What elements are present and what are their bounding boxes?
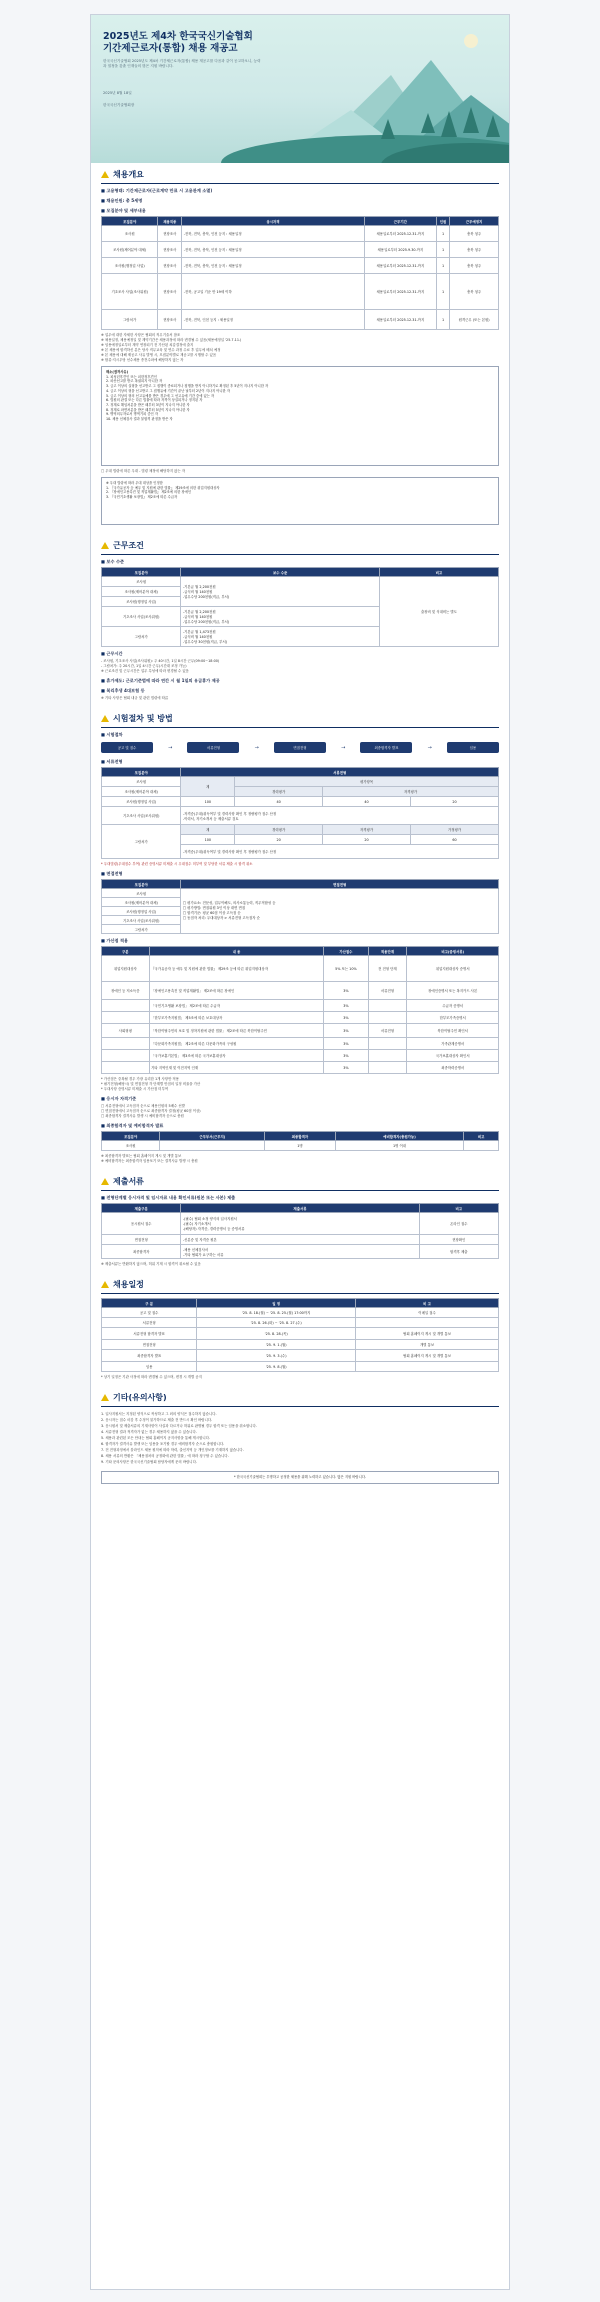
process-flow (101, 742, 499, 753)
table-row: 조사원 -기본급 월 2,200천원 -급식비 월 140천원 -업무수당 200천원(직급, 부서) 출장비 및 식대비는 별도 (102, 577, 499, 587)
table-row: 기초조사 사업(조사위원) 현장조사 -전북, 공고일 기준 만 19세 이하 채용일로부터 2025.12.31.까지 1 충북 청주 (102, 274, 499, 310)
table-row: 기초조사 사업(조사위원) -기본급 월 2,200천원 -급식비 월 140천원 -업무수당 200천원(직급, 부서) (102, 607, 499, 627)
col-header: 채용직종 (158, 217, 182, 226)
table-row: 그람처가 (102, 925, 499, 934)
arrow-right-icon: → (341, 744, 346, 751)
headcount: ■ 채용인원: 총 5세명 (101, 198, 499, 204)
col-header: 근무부서(근무지) (160, 1132, 265, 1141)
header-banner (91, 15, 509, 163)
pay-table (101, 567, 499, 647)
table-row: 「국민기초생활 보장법」 제2조에 따른 수급자 3% 수급자 증명서 (102, 1000, 499, 1012)
arrow-right-icon: → (168, 744, 173, 751)
col-header: 모집분야 (102, 217, 158, 226)
arrow-right-icon: → (427, 744, 432, 751)
col-header: 모집분야 (102, 568, 181, 577)
table-row: 조사원(행정업 사업) (102, 597, 499, 607)
table-row: 조사원(행정업 사업) 현장조사 -전북, 전북, 충북, 인천 등지 : 채용일정 채용일로부터 2025.12.31.까지 1 충북 청주 (102, 258, 499, 274)
qualification-notes: □ 서류전형에서 고득점자 순으로 채용인원의 5배수 선발 □ 면접전형에서 고득점자 순으로 최종합격자 결정(평균 60점 이상) □ 최종합격자 결격사유 발생 시 예비합격자 순으로 충원 (101, 1104, 201, 1118)
col-header: 면접전형 (181, 880, 499, 889)
warning-triangle-icon (101, 542, 109, 549)
col-header: 최종합격자 (265, 1132, 335, 1141)
warning-triangle-icon (101, 1394, 109, 1401)
col-header: 모집분야 (102, 880, 181, 889)
table-row: 조사원 □ 평가요소: 전문성, 업무이해도, 의사소통능력, 직무적합성 등 □ 평가방법: 면접위원 3인 이상 대면 면접 □ 합격기준: 평균 60점 이상 고득점 순 □ 동점자 처리: 우대대상자 > 서류전형 고득점자 순 (102, 889, 499, 898)
col-header: 비고 (419, 1204, 498, 1213)
hours-title: ■ 근무시간 (101, 651, 499, 657)
leave-title: ■ 휴가제도: 근로기준법에 따라 연간 시 월 1일의 유급휴가 제공 (101, 678, 499, 684)
table-row: 「한부모가족지원법」 제5조에 따른 보호대상자 3% 한부모가족증명서 (102, 1012, 499, 1024)
table-row: 임용 '25. 9. 8.(월) (102, 1362, 499, 1372)
col-header: 보수 수준 (181, 568, 380, 577)
section-overview: 채용개요 (101, 163, 499, 184)
org-name: 한국국신기술협회장 (103, 103, 135, 107)
table-row: 면접전형 -신분증 및 자격증 원본 현장확인 (102, 1235, 499, 1245)
col-header: 제출서류 (181, 1204, 419, 1213)
final-notes: ※ 최종합격자 발표는 협회 홈페이지 게시 및 개별 통보 ※ 예비합격자는 최종합격자 임용포기 또는 결격사유 발생 시 충원 (101, 1154, 198, 1163)
recruit-table (101, 216, 499, 330)
col-header: 구 분 (102, 1299, 197, 1308)
section-schedule: 채용일정 (101, 1273, 499, 1294)
pay-title: ■ 보수 수준 (101, 559, 499, 565)
table-row: 조사원 현장조사 -전북, 전북, 충북, 인천 등지 : 채용일정 채용일로부터 2025.12.31.까지 1 충북 청주 (102, 226, 499, 242)
final-title: ■ 최종합격자 및 예비합격자 발표 (101, 1123, 499, 1129)
table-row: 면접전형 '25. 9. 1.(월) 개별 통보 (102, 1340, 499, 1350)
col-header: 예비합격자(충원가능) (335, 1132, 464, 1141)
documents-table (101, 1203, 499, 1259)
step-interview: 면접전형 (274, 742, 326, 753)
final-table (101, 1131, 499, 1151)
table-row: 취업지원대상자 『국가유공자 등 예우 및 지원에 관한 법률』 제29조 등에 따른 취업지원대상자 5% 또는 10% 전 전형 단계 취업지원대상자 증명서 (102, 956, 499, 982)
table-row: 기초조사 사업(조사위원) (102, 916, 499, 925)
table-row: 조사원 계 평가항목 (102, 777, 499, 787)
table-row: 서류전형 합격자 발표 '25. 8. 28.(목) 협회 홈페이지 게시 및 개별 통보 (102, 1328, 499, 1340)
step-apply: 공고 및 접수 (101, 742, 153, 753)
table-row: 조사원(제어분야 대체) (102, 587, 499, 597)
doc-warning: * 우대법령(우대점수 부여) 관련 증빙서류 미제출 시 우대점수 미부여 및 부당한 서류 제출 시 합격 취소 (101, 862, 253, 866)
announcement-page (90, 14, 510, 2290)
schedule-table (101, 1298, 499, 1372)
footer-box: * 한국국신기술협회는 투명하고 공정한 채용을 위해 노력하고 있습니다. 많은 지원 바랍니다. (101, 1471, 499, 1484)
page-title: 2025년도 제4차 한국국신기술협회 기간제근로자(통합) 채용 재공고 (103, 31, 253, 54)
table-row: 조사원(제어분야 대체) 현장조사 -전북, 전북, 충북, 인천 등지 : 채용일정 채용일로부터 2025.9.30.까지 1 충북 청주 (102, 242, 499, 258)
announce-date: 2025년 8월 18일 (103, 91, 132, 95)
table-row: 기초조사 사업(조사위원) -자격증(우대)취득여부 및 경력사항 확인 후 정량평가 점수 산정 -이력서, 자기소개서 등 제출서류 검토 (102, 807, 499, 825)
hours-notes: - 조사원, 기초조사 사업(조사위원): 주 40시간, 1일 8시간 근무(09:00~18:00) - 그람처가: 주 20시간, 1일 4시간 근무(시간대 조정 가능) ※ 근로조건 및 근무시간은 업무 특성에 따라 변경될 수 있음 (101, 659, 220, 673)
bonus-box: ※ 우대 법령에 따라 우대 대상을 인정함 1. 『국가유공자 등 예우 및 지원에 관한 법률』 제29조에 의한 취업지원대상자 2. 『장애인고용촉진 및 직업재활법』 제2조에 의한 장애인 3. 『국민기초생활 보장법』 제2조에 따른 수급자 (101, 477, 499, 525)
col-header: 모집분야 (102, 768, 181, 777)
bonus-notes: * 가산점은 중복될 경우 가장 유리한 1개 사항만 적용 * 필기전형(해당시) 및 면접전형 각 단계별 만점의 일정 비율을 가산 * 우대사항 증빙서류 미제출 시 가산점 미부여 (101, 1077, 201, 1091)
section-process: 시험절차 및 방법 (101, 707, 499, 728)
employment-type: ■ 고용형태: 기간제근로자(근로계약 만료 시 고용관계 소멸) (101, 188, 499, 194)
col-header: 일 정 (197, 1299, 356, 1308)
warning-triangle-icon (101, 171, 109, 178)
welfare-title: ■ 복리후생 4대보험 등 (101, 688, 499, 694)
table-row: 그람처가 현장조사 -전북, 전북, 인천 등지 : 채용일정 채용일로부터 2025.12.31.까지 1 원격근무 (또는 본원) (102, 310, 499, 330)
warning-triangle-icon (101, 715, 109, 722)
overview-notes: ※ 업무에 대한 자세한 사항은 협회의 직무기술서 참조 ※ 채용일정, 채용예정일 및 계약기간은 채용과정에 따라 변경될 수 있음(채용예정일 '25.7.11.) ※ 임용예정일로부터 계약 연장되기 전 가산된 치갑결정에 출지 ※ 본 채용에 합격하신 분은 당사 직무교육 및 연수 과정 수료 후 업무에 배치 예정 ※ 본 채용에 대해 제공고 사유 발생 시, 모집분야별로 재공고를 시행할 수 있음 ※ 합류·지시우당 선수채용 종전수파에 해당하지 않는 자 (101, 333, 242, 362)
recruit-fields-title: ■ 모집분야 및 세부내용 (101, 208, 499, 214)
table-row: 조사원(제어분야 대체) 경력평가 자격평가 (102, 787, 499, 797)
step-final: 최종합격자 발표 (360, 742, 412, 753)
table-row: 그람처가 -기본급 월 1,473천원 -급식비 월 140천원 -업무수당 30천원(직급, 부서) (102, 627, 499, 647)
bonus-title: □ 우대 법령에 따른 우대 - 법령 채정에 해당하지 않는 자 (101, 469, 185, 473)
doc-screen-title: ■ 서류전형 (101, 759, 499, 765)
table-row: 사회형평 「북한이탈주민의 보호 및 정착지원에 관한 법률」 제2조에 따른 북한이탈주민 3% 서류전형 북한이탈주민 확인서 (102, 1024, 499, 1038)
col-header: 제출구분 (102, 1204, 181, 1213)
intro-text: 한국국신기술협회 2025년도 제4차 기간제근로자(통합) 채용 재공고를 다음과 같이 공고하오니, 능력과 열정을 갖춘 인재들의 많은 지원 바랍니다. (103, 59, 261, 68)
table-row: 기타 지역인재 및 이전지역 인재 3% 최종학력증명서 (102, 1062, 499, 1074)
table-row: 그람처가 계 경력평가 자격평가 가정평가 (102, 825, 499, 835)
col-header: 모집분야 (102, 1132, 160, 1141)
col-header: 비고(증빙서류) (407, 947, 499, 956)
disqualification-box: 해소(결격사유) 1. 피성년후견인 또는 피한정후견인 2. 파산선고를 받고 복권되지 아니한 자 3. 금고 이상의 실형을 선고받고 그 집행이 종료되거나 집행을 받지 아니하기로 확정된 후 5년이 지나지 아니한 자 4. 금고 이상의 형을 선고받고 그 집행유예 기간이 끝난 날부터 2년이 지나지 아니한 자 5. 금고 이상의 형의 선고유예를 받은 경우에 그 선고유예 기간 중에 있는 자 6. 법원의 판결 또는 다른 법률에 따라 자격이 상실되거나 정지된 자 7. 징계로 해임처분을 받은 때부터 3년이 지나지 아니한 자 8. 징계로 파면처분을 받은 때부터 5년이 지나지 아니한 자 9. 병역의무자로서 병역기피 중인 자 10. 채용 신체검사 결과 불합격 판정을 받은 자 (101, 366, 499, 466)
table-row: 응시원서 접수 -(필수) 협회 소정 양식의 입사지원서 -(필수) 자기소개서 -(해당자) 자격증, 경력증명서 등 증빙서류 온라인 접수 (102, 1213, 499, 1235)
col-header: 비고 (464, 1132, 499, 1141)
section-etc: 기타(유의사항) (101, 1386, 499, 1407)
warning-triangle-icon (101, 1281, 109, 1288)
interview-table (101, 879, 499, 934)
col-header: 인원 (436, 217, 449, 226)
doc-screen-table (101, 767, 499, 859)
col-header: 가산점수 (324, 947, 368, 956)
section-conditions: 근무조건 (101, 534, 499, 555)
table-row: 최종합격자 -채용 신체검사서 -기타 협회가 요구하는 서류 합격후 제출 (102, 1245, 499, 1259)
col-header: 근무예정지 (450, 217, 499, 226)
table-row: 최종합격자 발표 '25. 9. 3.(수) 협회 홈페이지 게시 및 개별 통보 (102, 1350, 499, 1362)
col-header: 구분 (102, 947, 150, 956)
col-header: 내 용 (149, 947, 324, 956)
table-row: 서류전형 '25. 8. 26.(화) ~ '25. 8. 27.(수) (102, 1318, 499, 1328)
table-row: 장애인 등 저소득층 「장애인고용촉진 및 직업재활법」 제2조에 따른 장애인 3% 서류전형 장애인증명서 또는 복지카드 사본 (102, 982, 499, 1000)
bonus-points-table (101, 946, 499, 1074)
table-row: 「다문화가족지원법」 제2조에 따른 다문화가족의 구성원 3% 가족관계증명서 (102, 1038, 499, 1050)
section-documents: 제출서류 (101, 1170, 499, 1191)
step-hire: 임용 (447, 742, 499, 753)
step-document: 서류전형 (187, 742, 239, 753)
col-header: 서류전형 (181, 768, 499, 777)
table-row: 공고 및 접수 '25. 8. 18.(월) ~ '25. 8. 25.(월) 17:00까지 이메일 접수 (102, 1308, 499, 1318)
table-row: 조사원(제어분야 대체) (102, 898, 499, 907)
process-steps-title: ■ 시험절차 (101, 732, 499, 738)
table-row: 조사원(행정업 사업) 100 40 40 20 (102, 797, 499, 807)
warning-triangle-icon (101, 1178, 109, 1185)
table-row: 조사원(행정업 사업) (102, 907, 499, 916)
welfare-note: ※ 기타 사항은 협회 내규 및 관련 법령에 따름 (101, 696, 169, 700)
table-row: 조사원 1명 1명 이내 (102, 1141, 499, 1151)
schedule-note: * 상기 일정은 기관 사정에 따라 변경될 수 있으며, 변경 시 개별 공지 (101, 1375, 202, 1379)
col-header: 응시자격 (182, 217, 365, 226)
documents-note: ※ 제출서류는 반환하지 않으며, 허위 기재 시 합격이 취소될 수 있음 (101, 1262, 201, 1266)
col-header: 적용단계 (368, 947, 407, 956)
arrow-right-icon: → (254, 744, 259, 751)
table-row: 100 20 20 60 (102, 835, 499, 845)
table-row: 「국가보훈기본법」 제3조에 따른 국가보훈대상자 3% 국가보훈대상자 확인서 (102, 1050, 499, 1062)
documents-title: ■ 전형단계별 응시자격 및 임시자료 내용 확인서류(원본 또는 사본) 제출 (101, 1195, 499, 1201)
qualification-title: ■ 응시자 자격기준 (101, 1096, 499, 1102)
col-header: 비 고 (356, 1299, 499, 1308)
col-header: 근무기간 (364, 217, 436, 226)
etc-list: 1. 입사지원서는 지정된 양식으로 작성하고 그 외의 양식은 접수하지 않습니다. 2. 응시자는 접수 마감 후 수정이 불가하므로 제출 전 반드시 확인 바랍니다. 3. 응시원서 및 제출서류의 기재사항이 사실과 다르거나 허위로 판명될 경우 합격 또는 임용을 취소합니다. 4. 서류전형 결과 적격자가 없는 경우 채용하지 않을 수 있습니다. 5. 채용과 관련된 모든 안내는 협회 홈페이지 공지사항을 통해 게시합니다. 6. 합격자가 결격사유 발생 또는 임용을 포기할 경우 예비합격자 순으로 충원합니다. 7. 전 전형과정에서 블라인드 채용 원칙에 따라 학력, 출신지역 등 개인정보를 기재하지 않습니다. 8. 채용 서류의 반환은 「채용절차의 공정화에 관한 법률」에 따라 청구할 수 있습니다. 9. 기타 문의사항은 한국국신기술협회 담당자에게 문의 바랍니다. (101, 1412, 257, 1464)
table-row: -자격증(우대)취득여부 및 경력사항 확인 후 정량평가 점수 산정 (102, 845, 499, 859)
col-header: 비고 (379, 568, 498, 577)
interview-title: ■ 면접전형 (101, 871, 499, 877)
bonus-points-title: ■ 가산점 적용 (101, 938, 499, 944)
